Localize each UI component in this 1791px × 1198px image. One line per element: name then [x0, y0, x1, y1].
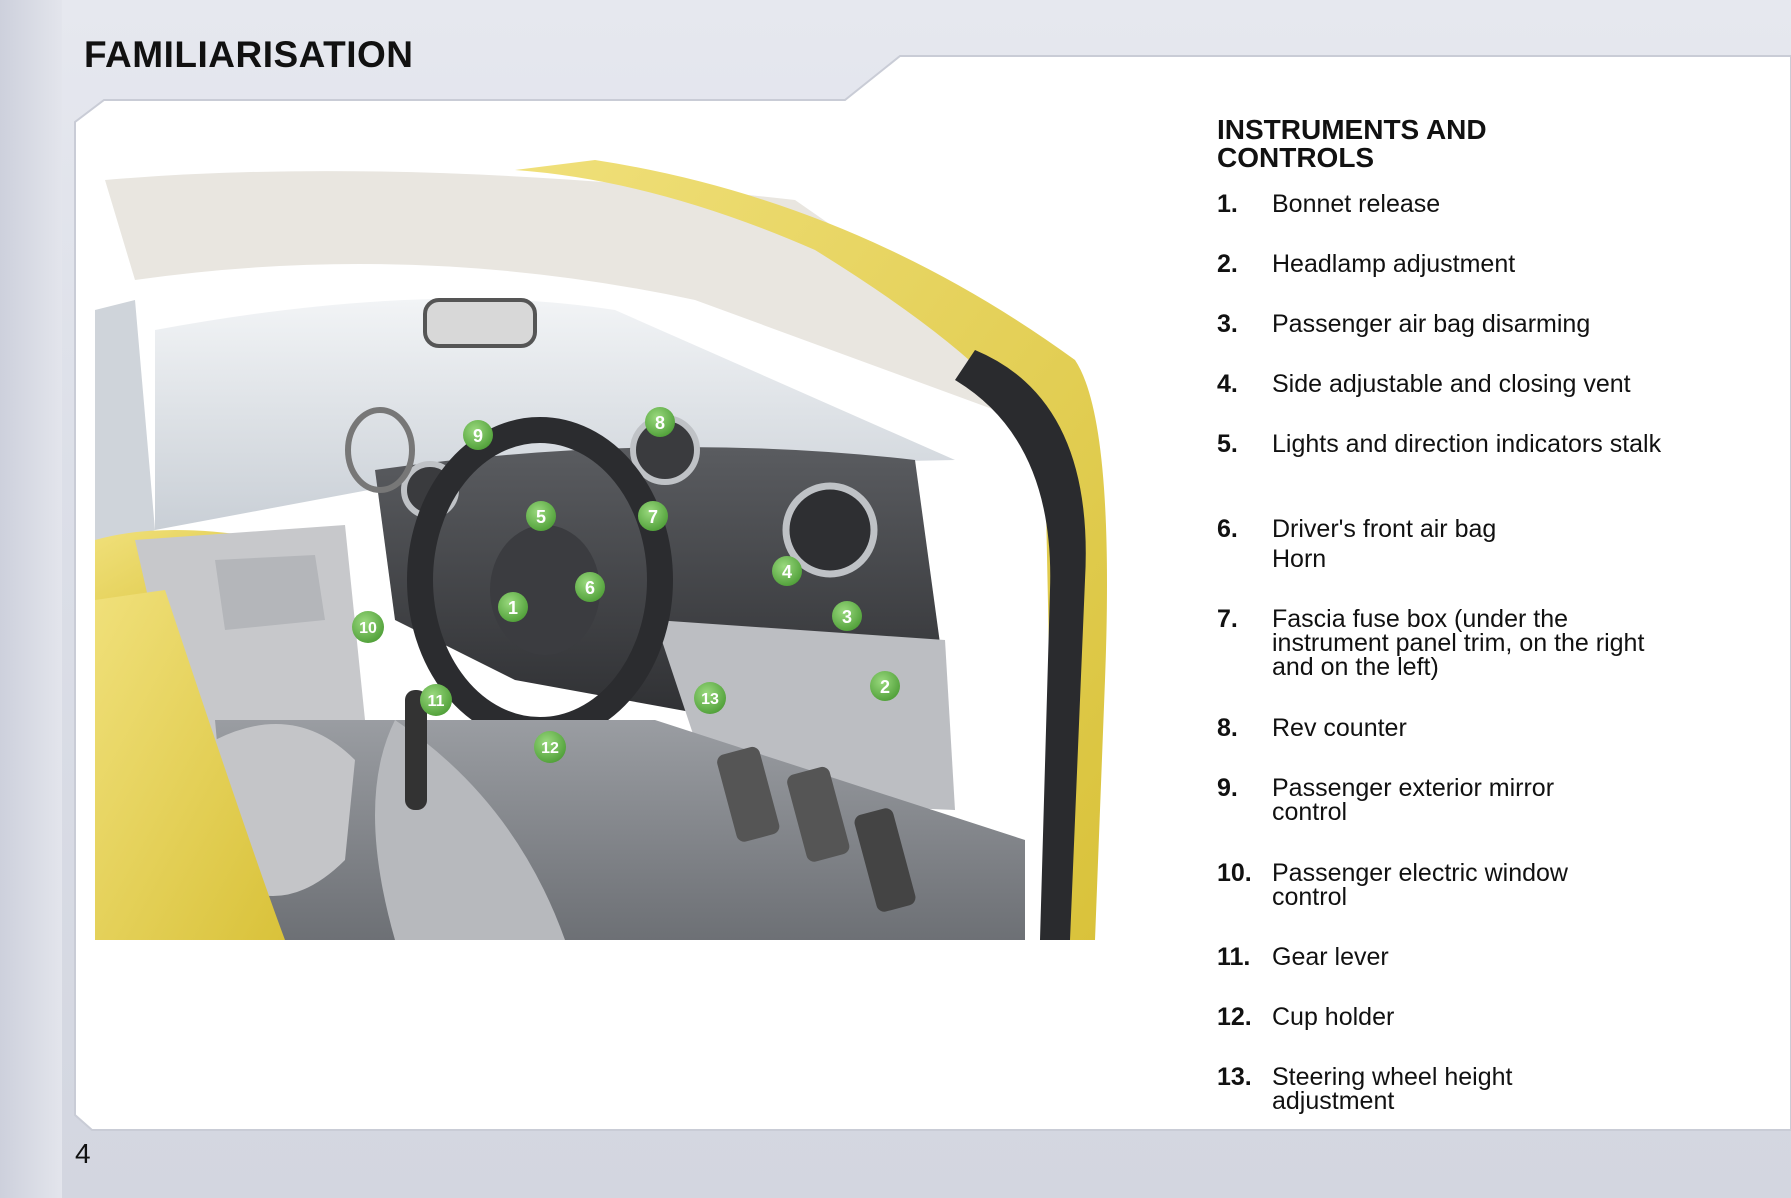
callout-4 — [772, 556, 802, 586]
item-number: 10. — [1217, 859, 1252, 887]
page-number: 4 — [75, 1138, 91, 1169]
callout-12 — [534, 731, 566, 763]
item-number: 6. — [1217, 515, 1238, 543]
item-label: Driver's front air bag — [1272, 515, 1497, 543]
svg-text:1: 1 — [507, 598, 519, 618]
item-number: 2. — [1217, 250, 1238, 278]
svg-text:5: 5 — [535, 507, 547, 527]
svg-text:8: 8 — [654, 413, 666, 433]
callout-13 — [694, 682, 726, 714]
item-label: Gear lever — [1272, 943, 1389, 971]
item-number: 1. — [1217, 190, 1238, 218]
car-interior-illustration — [95, 160, 1135, 1070]
callout-2 — [870, 671, 900, 701]
item-number: 12. — [1217, 1003, 1252, 1031]
item-number: 8. — [1217, 714, 1238, 742]
svg-text:11: 11 — [427, 693, 445, 710]
instruments-list — [1217, 114, 1737, 1115]
callout-5 — [526, 501, 556, 531]
item-label: Passenger electric window control — [1272, 859, 1568, 911]
item-number: 7. — [1217, 605, 1238, 633]
svg-text:13: 13 — [701, 691, 719, 708]
item-label: Fascia fuse box (under the instrument panel trim, on the right and on the left) — [1272, 605, 1645, 681]
svg-text:7: 7 — [647, 507, 659, 527]
item-sub-label: Horn — [1272, 545, 1327, 573]
item-label: Passenger exterior mirror control — [1272, 774, 1555, 826]
item-label: Headlamp adjustment — [1272, 250, 1516, 278]
item-label: Steering wheel height adjustment — [1272, 1063, 1513, 1115]
callout-11 — [420, 684, 452, 716]
page-title: FAMILIARISATION — [84, 34, 414, 75]
callout-7 — [638, 501, 668, 531]
svg-text:6: 6 — [584, 578, 596, 598]
item-number: 9. — [1217, 774, 1238, 802]
svg-text:3: 3 — [841, 607, 853, 627]
svg-text:12: 12 — [541, 740, 559, 757]
svg-text:2: 2 — [879, 677, 891, 697]
callout-1 — [498, 592, 528, 622]
item-number: 5. — [1217, 430, 1238, 458]
section-heading: INSTRUMENTS AND CONTROLS — [1217, 114, 1487, 173]
callout-10 — [352, 611, 384, 643]
callout-3 — [832, 601, 862, 631]
item-label: Side adjustable and closing vent — [1272, 370, 1631, 398]
item-label: Passenger air bag disarming — [1272, 310, 1591, 338]
callout-8 — [645, 407, 675, 437]
item-label: Lights and direction indicators stalk — [1272, 430, 1662, 458]
item-label: Cup holder — [1272, 1003, 1395, 1031]
item-number: 11. — [1217, 943, 1251, 971]
item-number: 13. — [1217, 1063, 1252, 1091]
callout-9 — [463, 420, 493, 450]
item-label: Bonnet release — [1272, 190, 1441, 218]
svg-text:10: 10 — [359, 620, 377, 637]
item-number: 3. — [1217, 310, 1238, 338]
svg-text:9: 9 — [472, 426, 484, 446]
item-label: Rev counter — [1272, 714, 1407, 742]
callout-6 — [575, 572, 605, 602]
item-number: 4. — [1217, 370, 1238, 398]
svg-text:4: 4 — [781, 562, 793, 582]
